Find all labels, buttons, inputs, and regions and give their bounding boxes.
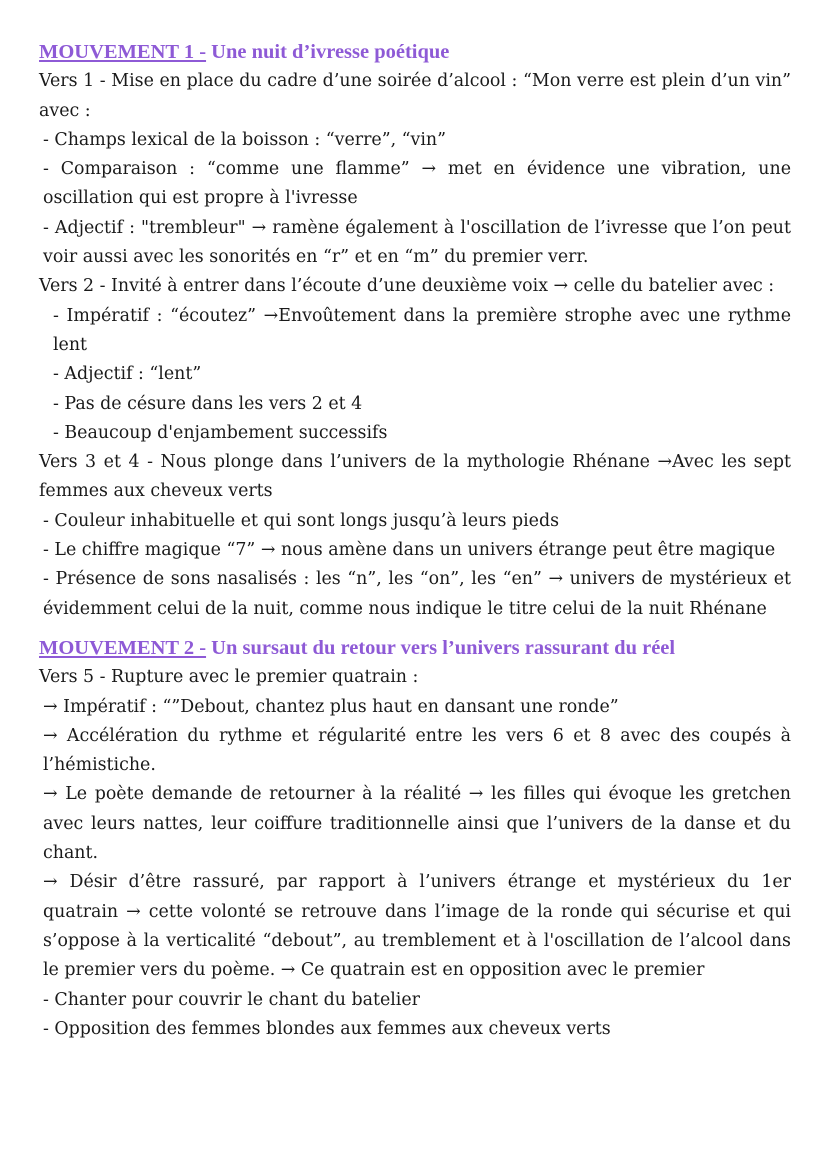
section-gap (39, 624, 791, 634)
bullet-item: - Couleur inhabituelle et qui sont longs jusqu’à leurs pieds (43, 510, 560, 531)
paragraph: Vers 2 - Invité à entrer dans l’écoute d’une deuxième voix → celle du batelier avec : (39, 276, 775, 297)
bullet-item: - Adjectif : “lent” (53, 364, 202, 385)
heading-title: Une nuit d’ivresse poétique (206, 41, 450, 63)
heading-mouvement-1 (39, 38, 791, 67)
bullet-item: - Beaucoup d'enjambement successifs (53, 422, 388, 443)
document-page (39, 38, 791, 1044)
paragraph: Vers 1 - Mise en place du cadre d’une soirée d’alcool : “Mon verre est plein d’un vin” avec : (39, 71, 791, 121)
arrow-item: → Désir d’être rassuré, par rapport à l’univers étrange et mystérieux du 1er quatrain → cette volonté se retrouve dans l’image de la ronde qui sécurise et qui s’oppose à la verticalité “debout”, au tremblement et à l'oscillation de l’alcool dans le premier vers du poème. → Ce quatrain est en opposition avec le premier (43, 872, 791, 981)
paragraph: Vers 5 - Rupture avec le premier quatrain : (39, 667, 419, 688)
bullet-item: - Adjectif : "trembleur" → ramène également à l'oscillation de l’ivresse que l’on peut voir aussi avec les sonorités en “r” et en “m” du premier verr. (43, 217, 791, 268)
bullet-item: - Présence de sons nasalisés : les “n”, les “on”, les “en” → univers de mystérieux et évidemment celui de la nuit, comme nous indique le titre celui de la nuit Rhénane (43, 569, 791, 619)
heading-number: MOUVEMENT 1 - (39, 41, 207, 63)
heading-number: MOUVEMENT 2 - (39, 636, 207, 659)
bullet-item: - Opposition des femmes blondes aux femmes aux cheveux verts (43, 1018, 611, 1039)
arrow-item: → Accélération du rythme et régularité entre les vers 6 et 8 avec des coupés à l’hémistiche. (43, 725, 791, 776)
bullet-item: - Comparaison : “comme une flamme” → met en évidence une vibration, une oscillation qui est propre à l'ivresse (43, 159, 791, 209)
arrow-item: → Le poète demande de retourner à la réalité → les filles qui évoque les gretchen avec leurs nattes, leur coiffure traditionnelle ainsi que l’univers de la danse et du chant. (43, 784, 791, 864)
paragraph: Vers 3 et 4 - Nous plonge dans l’univers de la mythologie Rhénane →Avec les sept femmes aux cheveux verts (39, 452, 791, 502)
heading-mouvement-2 (39, 634, 791, 663)
bullet-item: - Impératif : “écoutez” →Envoûtement dans la première strophe avec une rythme lent (53, 305, 791, 355)
bullet-item: - Pas de césure dans les vers 2 et 4 (53, 393, 363, 414)
heading-title: Un sursaut du retour vers l’univers rassurant du réel (206, 636, 676, 659)
bullet-item: - Chanter pour couvrir le chant du batelier (43, 989, 420, 1010)
arrow-item: → Impératif : “”Debout, chantez plus haut en dansant une ronde” (43, 696, 619, 717)
bullet-item: - Champs lexical de la boisson : “verre”, “vin” (43, 129, 447, 150)
bullet-item: - Le chiffre magique “7” → nous amène dans un univers étrange peut être magique (43, 540, 776, 561)
